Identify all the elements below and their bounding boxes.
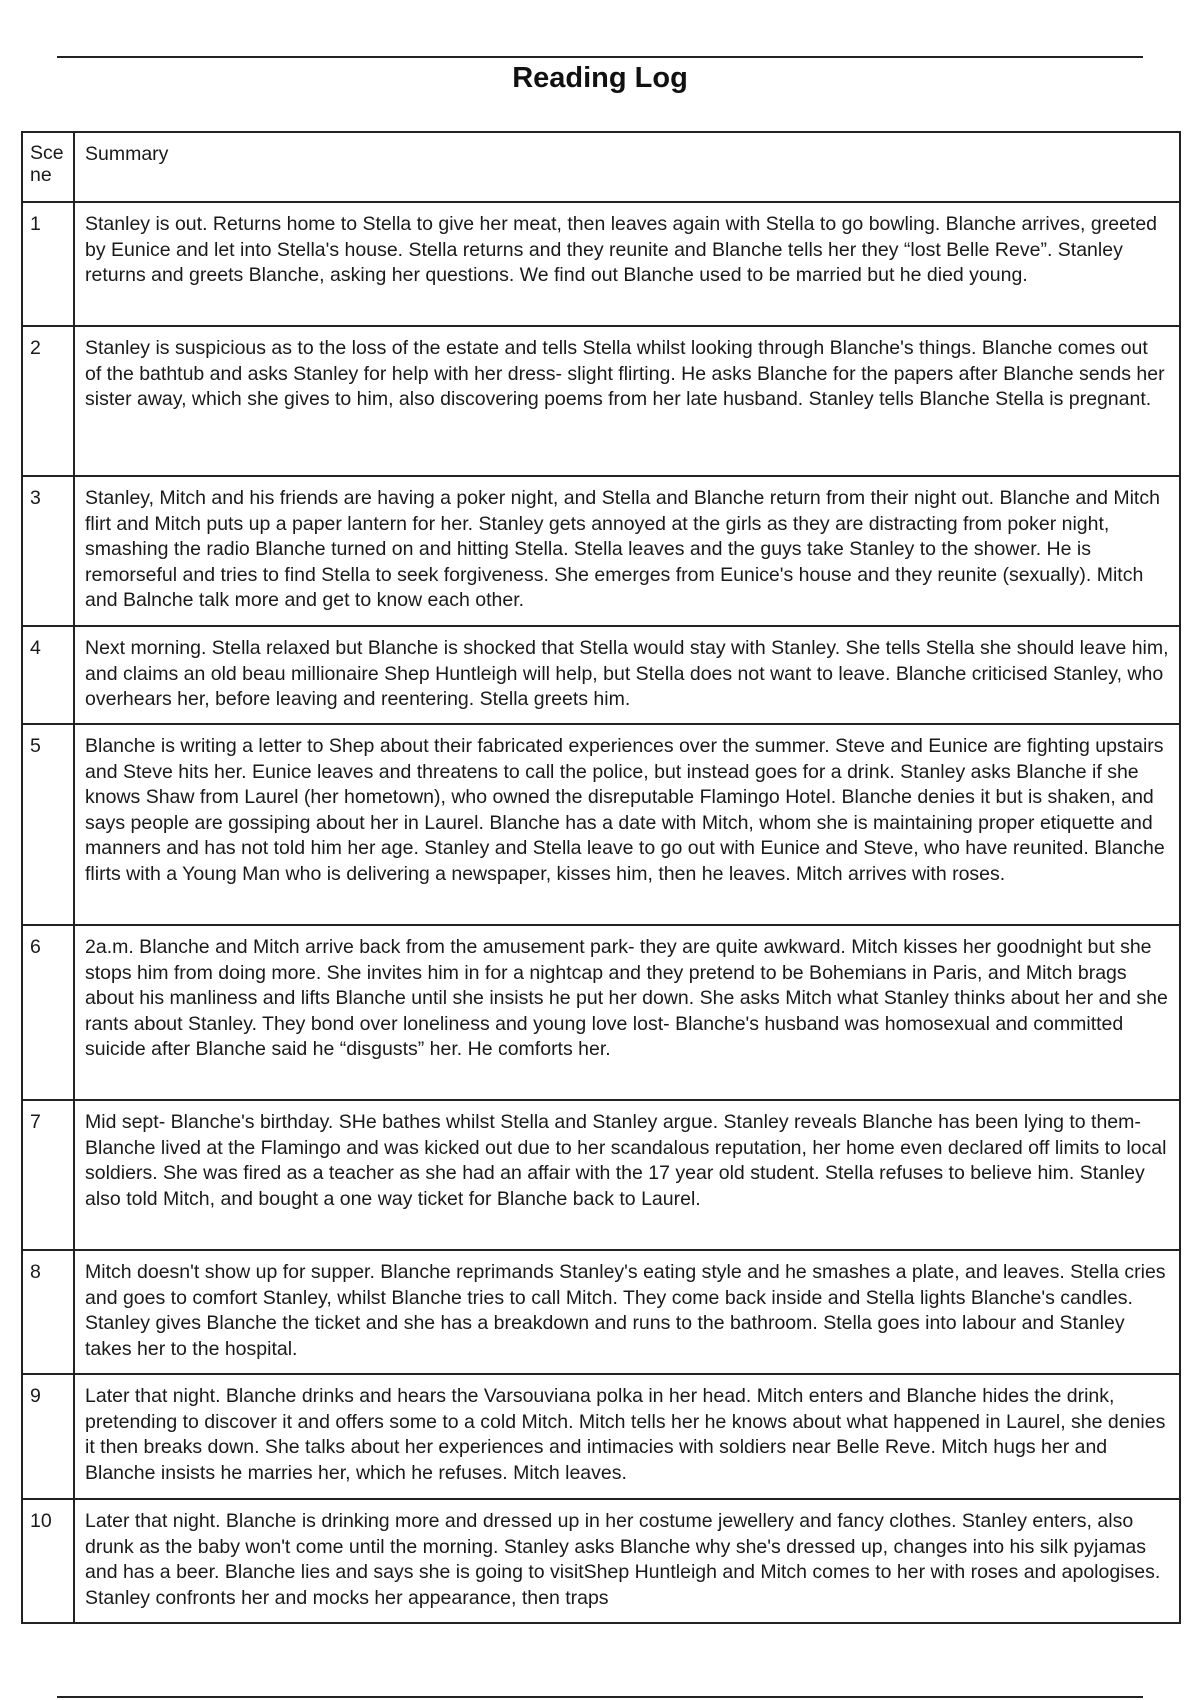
scene-summary: 2a.m. Blanche and Mitch arrive back from the amusement park- they are quite awkward. Mitch kisses her goodnight but she stops him from doing more. She invites him in for a nightcap and they pretend to be Bohemians in Paris, and Mitch brags about his manliness and lifts Blanche until she insists he put her down. She asks Mitch what Stanley thinks about her and she rants about Stanley. They bond over loneliness and young love lost- Blanche's husband was homosexual and committed suicide after Blanche said he “disgusts” her. He comforts her. [74,925,1180,1100]
table-row [22,925,1180,1100]
reading-log-table [21,131,1181,1624]
scene-summary: Later that night. Blanche is drinking more and dressed up in her costume jewellery and fancy clothes. Stanley enters, also drunk as the baby won't come until the morning. Stanley asks Blanche why she's dressed up, changes into his silk pyjamas and has a beer. Blanche lies and says she is going to visitShep Huntleigh and Mitch comes to her with roses and apologises. Stanley confronts her and mocks her appearance, then traps [74,1499,1180,1623]
table-row [22,326,1180,476]
table-row [22,1250,1180,1374]
scene-summary: Stanley is suspicious as to the loss of the estate and tells Stella whilst looking through Blanche's things. Blanche comes out of the bathtub and asks Stanley for help with her dress- slight flirting. He asks Blanche for the papers after Blanche sends her sister away, which she gives to him, also discovering poems from her late husband. Stanley tells Blanche Stella is pregnant. [74,326,1180,476]
bottom-rule [57,1696,1143,1698]
scene-number: 2 [22,326,74,476]
scene-number: 3 [22,476,74,626]
table-row [22,1499,1180,1623]
scene-number: 9 [22,1374,74,1499]
table-row [22,626,1180,724]
scene-number: 7 [22,1100,74,1250]
page-title: Reading Log [512,62,688,94]
scene-number: 6 [22,925,74,1100]
table-row [22,1100,1180,1250]
table-header-row [22,132,1180,202]
scene-column-header: Sce ne [22,132,74,202]
scene-number: 5 [22,724,74,925]
table-row [22,724,1180,925]
scene-summary: Mid sept- Blanche's birthday. SHe bathes whilst Stella and Stanley argue. Stanley reveals Blanche has been lying to them- Blanche lived at the Flamingo and was kicked out due to her scandalous reputation, her home even declared off limits to local soldiers. She was fired as a teacher as she had an affair with the 17 year old student. Stella refuses to believe him. Stanley also told Mitch, and bought a one way ticket for Blanche back to Laurel. [74,1100,1180,1250]
table-row [22,202,1180,326]
scene-summary: Blanche is writing a letter to Shep about their fabricated experiences over the summer. Steve and Eunice are fighting upstairs and Steve hits her. Eunice leaves and threatens to call the police, but instead goes for a drink. Stanley asks Blanche if she knows Shaw from Laurel (her hometown), who owned the disreputable Flamingo Hotel. Blanche denies it but is shaken, and says people are gossiping about her in Laurel. Blanche has a date with Mitch, whom she is maintaining proper etiquette and manners and has not told him her age. Stanley and Stella leave to go out with Eunice and Steve, who have reunited. Blanche flirts with a Young Man who is delivering a newspaper, kisses him, then he leaves. Mitch arrives with roses. [74,724,1180,925]
scene-number: 10 [22,1499,74,1623]
scene-summary: Stanley is out. Returns home to Stella to give her meat, then leaves again with Stella to go bowling. Blanche arrives, greeted by Eunice and let into Stella's house. Stella returns and they reunite and Blanche tells her they “lost Belle Reve”. Stanley returns and greets Blanche, asking her questions. We find out Blanche used to be married but he died young. [74,202,1180,326]
scene-summary: Mitch doesn't show up for supper. Blanche reprimands Stanley's eating style and he smashes a plate, and leaves. Stella cries and goes to comfort Stanley, whilst Blanche tries to call Mitch. They come back inside and Stella lights Blanche's candles. Stanley gives Blanche the ticket and she has a breakdown and runs to the bathroom. Stella goes into labour and Stanley takes her to the hospital. [74,1250,1180,1374]
scene-summary: Next morning. Stella relaxed but Blanche is shocked that Stella would stay with Stanley. She tells Stella she should leave him, and claims an old beau millionaire Shep Huntleigh will help, but Stella does not want to leave. Blanche criticised Stanley, who overhears her, before leaving and reentering. Stella greets him. [74,626,1180,724]
summary-column-header: Summary [74,132,1180,202]
scene-number: 4 [22,626,74,724]
table-row [22,476,1180,626]
table-row [22,1374,1180,1499]
scene-number: 8 [22,1250,74,1374]
scene-summary: Later that night. Blanche drinks and hears the Varsouviana polka in her head. Mitch enters and Blanche hides the drink, pretending to discover it and offers some to a cold Mitch. Mitch tells her he knows about what happened in Laurel, she denies it then breaks down. She talks about her experiences and intimacies with soldiers near Belle Reve. Mitch hugs her and Blanche insists he marries her, which he refuses. Mitch leaves. [74,1374,1180,1499]
scene-summary: Stanley, Mitch and his friends are having a poker night, and Stella and Blanche return from their night out. Blanche and Mitch flirt and Mitch puts up a paper lantern for her. Stanley gets annoyed at the girls as they are distracting from poker night, smashing the radio Blanche turned on and hitting Stella. Stella leaves and the guys take Stanley to the shower. He is remorseful and tries to find Stella to seek forgiveness. She emerges from Eunice's house and they reunite (sexually). Mitch and Balnche talk more and get to know each other. [74,476,1180,626]
scene-number: 1 [22,202,74,326]
